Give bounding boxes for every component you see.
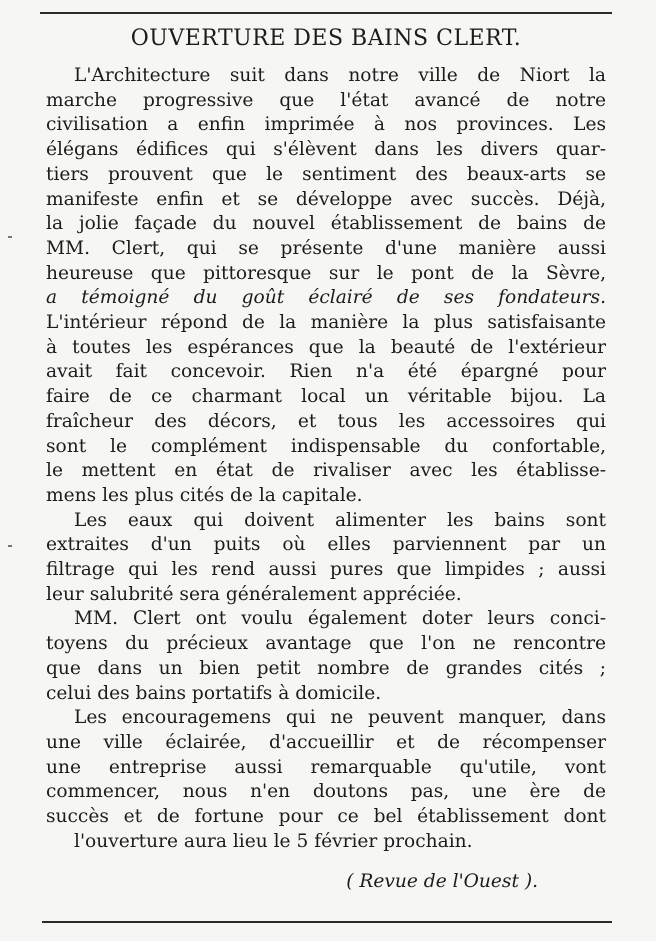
text-line: que dans un bien petit nombre de grandes cités ; [46,657,606,679]
paragraph-1 [46,64,606,509]
text-line: avait fait concevoir. Rien n'a été épargné pour [46,361,606,383]
top-rule [40,12,612,14]
text-line: MM. Clert, qui se présente d'une manière aussi [46,237,606,259]
text-line: mens les plus cités de la capitale. [46,484,363,506]
source-attribution: ( Revue de l'Ouest ). [346,870,538,892]
margin-mark [8,545,12,547]
text-line: L'Architecture suit dans notre ville de Niort la [74,65,606,86]
text-line: à toutes les espérances que la beauté de l'extérieur [46,336,606,358]
text-line: faire de ce charmant local un véritable bijou. La [46,386,606,408]
text-line: fraîcheur des décors, et tous les accessoires qui [46,410,606,432]
text-line: civilisation a enfin imprimée à nos provinces. Les [46,114,606,136]
text-line: le mettent en état de rivaliser avec les établisse- [46,460,606,482]
text-line: une ville éclairée, d'accueillir et de récompenser [46,731,606,753]
text-line: L'intérieur répond de la manière la plus satisfaisante [46,312,606,334]
text-line: l'ouverture aura lieu le 5 février prochain. [74,830,473,852]
text-line: toyens du précieux avantage que l'on ne rencontre [46,633,606,655]
text-line: une entreprise aussi remarquable qu'utile, vont [46,756,606,778]
text-line: MM. Clert ont voulu également doter leurs conci- [74,608,606,630]
text-line: tiers prouvent que le sentiment des beaux-arts se [46,163,606,185]
text-line: a témoigné du goût éclairé de ses fondateurs. [46,287,606,309]
text-line: celui des bains portatifs à domicile. [46,682,382,704]
paragraph-4 [46,706,606,854]
text-line: sont le complément indispensable du confortable, [46,435,606,457]
text-line: succès et de fortune pour ce bel établissement dont [46,806,606,828]
text-line: Les encouragemens qui ne peuvent manquer, dans [74,707,606,729]
text-line: manifeste enfin et se développe avec succès. Déjà, [46,188,606,210]
text-line: Les eaux qui doivent alimenter les bains sont [74,509,606,531]
article-title: OUVERTURE DES BAINS CLERT. [130,26,522,51]
text-line: filtrage qui les rend aussi pures que limpides ; aussi [46,559,606,581]
paragraph-3 [46,607,606,706]
margin-mark [8,236,12,238]
text-line: leur salubrité sera généralement appréciée. [46,583,462,605]
text-line: la jolie façade du nouvel établissement de bains de [46,213,606,235]
article [46,22,606,895]
text-line: heureuse que pittoresque sur le pont de la Sèvre, [46,262,606,284]
text-line: élégans édifices qui s'élèvent dans les divers quar- [46,139,606,161]
paragraph-2 [46,509,606,608]
text-line: marche progressive que l'état avancé de notre [46,89,606,111]
text-line: commencer, nous n'en doutons pas, une ère de [46,781,606,803]
bottom-rule [42,921,612,923]
text-line: extraites d'un puits où elles parviennent par un [46,534,606,556]
